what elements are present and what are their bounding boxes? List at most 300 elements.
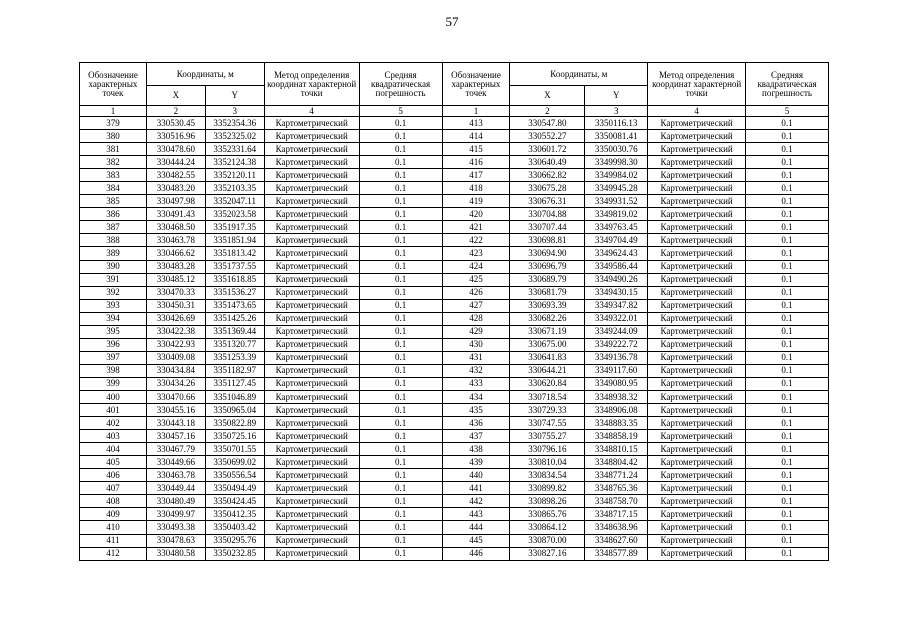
header-index: 2: [146, 106, 205, 117]
method-cell: Картометрический: [264, 273, 359, 286]
header-x: X: [146, 86, 205, 106]
y-coordinate-cell: 3349763.45: [585, 221, 648, 234]
header-index: 5: [359, 106, 442, 117]
point-id-cell: 379: [80, 117, 147, 130]
y-coordinate-cell: 3350699.02: [205, 456, 264, 469]
table-row: [442, 182, 828, 195]
point-id-cell: 409: [80, 508, 147, 521]
x-coordinate-cell: 330491.43: [146, 208, 205, 221]
x-coordinate-cell: 330468.50: [146, 221, 205, 234]
x-coordinate-cell: 330547.80: [510, 117, 585, 130]
y-coordinate-cell: 3348771.24: [585, 469, 648, 482]
point-id-cell: 414: [442, 130, 510, 143]
error-cell: 0.1: [746, 208, 829, 221]
table-row: [442, 325, 828, 338]
method-cell: Картометрический: [264, 456, 359, 469]
x-coordinate-cell: 330641.83: [510, 351, 585, 364]
table-row: [80, 469, 443, 482]
point-id-cell: 400: [80, 390, 147, 403]
method-cell: Картометрический: [648, 182, 746, 195]
x-coordinate-cell: 330898.26: [510, 495, 585, 508]
table-row: [442, 273, 828, 286]
point-id-cell: 438: [442, 443, 510, 456]
x-coordinate-cell: 330681.79: [510, 286, 585, 299]
method-cell: Картометрический: [648, 404, 746, 417]
point-id-cell: 417: [442, 169, 510, 182]
header-y: Y: [585, 86, 648, 106]
point-id-cell: 401: [80, 404, 147, 417]
y-coordinate-cell: 3349931.52: [585, 195, 648, 208]
point-id-cell: 411: [80, 534, 147, 547]
error-cell: 0.1: [359, 260, 442, 273]
x-coordinate-cell: 330865.76: [510, 508, 585, 521]
method-cell: Картометрический: [264, 234, 359, 247]
method-cell: Картометрический: [264, 338, 359, 351]
method-cell: Картометрический: [648, 247, 746, 260]
x-coordinate-cell: 330493.38: [146, 521, 205, 534]
error-cell: 0.1: [359, 208, 442, 221]
method-cell: Картометрический: [264, 377, 359, 390]
x-coordinate-cell: 330707.44: [510, 221, 585, 234]
point-id-cell: 436: [442, 417, 510, 430]
table-row: [80, 130, 443, 143]
x-coordinate-cell: 330696.79: [510, 260, 585, 273]
table-row: [442, 208, 828, 221]
method-cell: Картометрический: [648, 273, 746, 286]
point-id-cell: 405: [80, 456, 147, 469]
method-cell: Картометрический: [648, 169, 746, 182]
method-cell: Картометрический: [264, 208, 359, 221]
y-coordinate-cell: 3351473.65: [205, 299, 264, 312]
error-cell: 0.1: [359, 169, 442, 182]
error-cell: 0.1: [746, 325, 829, 338]
error-cell: 0.1: [746, 260, 829, 273]
method-cell: Картометрический: [264, 221, 359, 234]
method-cell: Картометрический: [264, 364, 359, 377]
table-row: [80, 508, 443, 521]
y-coordinate-cell: 3351536.27: [205, 286, 264, 299]
method-cell: Картометрический: [648, 417, 746, 430]
method-cell: Картометрический: [264, 286, 359, 299]
y-coordinate-cell: 3351127.45: [205, 377, 264, 390]
table-row: [80, 338, 443, 351]
y-coordinate-cell: 3349347.82: [585, 299, 648, 312]
y-coordinate-cell: 3351851.94: [205, 234, 264, 247]
point-id-cell: 395: [80, 325, 147, 338]
error-cell: 0.1: [359, 195, 442, 208]
x-coordinate-cell: 330601.72: [510, 143, 585, 156]
coordinates-table-right: [442, 62, 829, 561]
point-id-cell: 408: [80, 495, 147, 508]
error-cell: 0.1: [359, 312, 442, 325]
point-id-cell: 397: [80, 351, 147, 364]
table-row: [80, 547, 443, 560]
x-coordinate-cell: 330467.79: [146, 443, 205, 456]
point-id-cell: 435: [442, 404, 510, 417]
table-row: [80, 495, 443, 508]
x-coordinate-cell: 330870.00: [510, 534, 585, 547]
x-coordinate-cell: 330499.97: [146, 508, 205, 521]
method-cell: Картометрический: [648, 534, 746, 547]
x-coordinate-cell: 330455.16: [146, 404, 205, 417]
point-id-cell: 445: [442, 534, 510, 547]
error-cell: 0.1: [359, 143, 442, 156]
point-id-cell: 404: [80, 443, 147, 456]
point-id-cell: 399: [80, 377, 147, 390]
error-cell: 0.1: [359, 456, 442, 469]
point-id-cell: 441: [442, 482, 510, 495]
y-coordinate-cell: 3349984.02: [585, 169, 648, 182]
x-coordinate-cell: 330827.16: [510, 547, 585, 560]
error-cell: 0.1: [746, 351, 829, 364]
header-index: 1: [442, 106, 510, 117]
x-coordinate-cell: 330434.84: [146, 364, 205, 377]
x-coordinate-cell: 330449.44: [146, 482, 205, 495]
point-id-cell: 418: [442, 182, 510, 195]
error-cell: 0.1: [746, 338, 829, 351]
y-coordinate-cell: 3348765.36: [585, 482, 648, 495]
y-coordinate-cell: 3352023.58: [205, 208, 264, 221]
table-row: [442, 286, 828, 299]
point-id-cell: 431: [442, 351, 510, 364]
y-coordinate-cell: 3351182.97: [205, 364, 264, 377]
point-id-cell: 382: [80, 156, 147, 169]
method-cell: Картометрический: [648, 547, 746, 560]
y-coordinate-cell: 3349136.78: [585, 351, 648, 364]
table-row: [442, 521, 828, 534]
method-cell: Картометрический: [648, 195, 746, 208]
point-id-cell: 427: [442, 299, 510, 312]
error-cell: 0.1: [746, 521, 829, 534]
method-cell: Картометрический: [264, 495, 359, 508]
error-cell: 0.1: [746, 364, 829, 377]
table-row: [442, 221, 828, 234]
error-cell: 0.1: [359, 508, 442, 521]
table-row: [80, 221, 443, 234]
header-error: Средняя квадратическая погрешность: [359, 63, 442, 106]
method-cell: Картометрический: [648, 390, 746, 403]
point-id-cell: 425: [442, 273, 510, 286]
x-coordinate-cell: 330463.78: [146, 469, 205, 482]
method-cell: Картометрический: [648, 495, 746, 508]
y-coordinate-cell: 3350494.49: [205, 482, 264, 495]
point-id-cell: 394: [80, 312, 147, 325]
error-cell: 0.1: [746, 443, 829, 456]
error-cell: 0.1: [746, 299, 829, 312]
error-cell: 0.1: [359, 325, 442, 338]
x-coordinate-cell: 330640.49: [510, 156, 585, 169]
point-id-cell: 407: [80, 482, 147, 495]
x-coordinate-cell: 330463.78: [146, 234, 205, 247]
y-coordinate-cell: 3351425.26: [205, 312, 264, 325]
table-row: [442, 195, 828, 208]
method-cell: Картометрический: [648, 469, 746, 482]
table-row: [442, 482, 828, 495]
table-row: [80, 534, 443, 547]
error-cell: 0.1: [746, 182, 829, 195]
y-coordinate-cell: 3348804.42: [585, 456, 648, 469]
x-coordinate-cell: 330497.98: [146, 195, 205, 208]
y-coordinate-cell: 3351046.89: [205, 390, 264, 403]
x-coordinate-cell: 330466.62: [146, 247, 205, 260]
y-coordinate-cell: 3349490.26: [585, 273, 648, 286]
method-cell: Картометрический: [648, 156, 746, 169]
error-cell: 0.1: [746, 390, 829, 403]
method-cell: Картометрический: [648, 443, 746, 456]
point-id-cell: 380: [80, 130, 147, 143]
point-id-cell: 419: [442, 195, 510, 208]
x-coordinate-cell: 330434.26: [146, 377, 205, 390]
method-cell: Картометрический: [648, 482, 746, 495]
y-coordinate-cell: 3349222.72: [585, 338, 648, 351]
point-id-cell: 410: [80, 521, 147, 534]
point-id-cell: 432: [442, 364, 510, 377]
method-cell: Картометрический: [648, 338, 746, 351]
point-id-cell: 385: [80, 195, 147, 208]
method-cell: Картометрический: [648, 521, 746, 534]
error-cell: 0.1: [746, 312, 829, 325]
error-cell: 0.1: [359, 182, 442, 195]
x-coordinate-cell: 330644.21: [510, 364, 585, 377]
point-id-cell: 389: [80, 247, 147, 260]
y-coordinate-cell: 3349819.02: [585, 208, 648, 221]
error-cell: 0.1: [746, 430, 829, 443]
header-point-id: Обозначение характерных точек: [80, 63, 147, 106]
x-coordinate-cell: 330718.54: [510, 390, 585, 403]
y-coordinate-cell: 3351813.42: [205, 247, 264, 260]
y-coordinate-cell: 3350030.76: [585, 143, 648, 156]
table-row: [80, 417, 443, 430]
table-row: [442, 234, 828, 247]
y-coordinate-cell: 3349586.44: [585, 260, 648, 273]
method-cell: Картометрический: [648, 221, 746, 234]
table-row: [442, 130, 828, 143]
x-coordinate-cell: 330671.19: [510, 325, 585, 338]
error-cell: 0.1: [746, 417, 829, 430]
y-coordinate-cell: 3350424.45: [205, 495, 264, 508]
table-row: [442, 364, 828, 377]
header-method: Метод определения координат характерной точки: [648, 63, 746, 106]
x-coordinate-cell: 330693.39: [510, 299, 585, 312]
method-cell: Картометрический: [648, 117, 746, 130]
table-row: [80, 299, 443, 312]
error-cell: 0.1: [746, 377, 829, 390]
error-cell: 0.1: [359, 156, 442, 169]
x-coordinate-cell: 330864.12: [510, 521, 585, 534]
method-cell: Картометрический: [264, 417, 359, 430]
method-cell: Картометрический: [264, 325, 359, 338]
point-id-cell: 393: [80, 299, 147, 312]
error-cell: 0.1: [746, 534, 829, 547]
header-error: Средняя квадратическая погрешность: [746, 63, 829, 106]
header-index: 3: [585, 106, 648, 117]
y-coordinate-cell: 3350701.55: [205, 443, 264, 456]
x-coordinate-cell: 330552.27: [510, 130, 585, 143]
method-cell: Картометрический: [648, 508, 746, 521]
table-row: [80, 234, 443, 247]
table-row: [80, 456, 443, 469]
method-cell: Картометрический: [264, 156, 359, 169]
point-id-cell: 403: [80, 430, 147, 443]
point-id-cell: 396: [80, 338, 147, 351]
error-cell: 0.1: [359, 130, 442, 143]
table-row: [442, 508, 828, 521]
x-coordinate-cell: 330457.16: [146, 430, 205, 443]
x-coordinate-cell: 330409.08: [146, 351, 205, 364]
method-cell: Картометрический: [264, 404, 359, 417]
point-id-cell: 387: [80, 221, 147, 234]
x-coordinate-cell: 330755.27: [510, 430, 585, 443]
y-coordinate-cell: 3351320.77: [205, 338, 264, 351]
method-cell: Картометрический: [264, 508, 359, 521]
y-coordinate-cell: 3349624.43: [585, 247, 648, 260]
method-cell: Картометрический: [648, 312, 746, 325]
y-coordinate-cell: 3349117.60: [585, 364, 648, 377]
error-cell: 0.1: [359, 443, 442, 456]
table-row: [442, 117, 828, 130]
error-cell: 0.1: [359, 404, 442, 417]
y-coordinate-cell: 3352124.38: [205, 156, 264, 169]
point-id-cell: 384: [80, 182, 147, 195]
table-row: [80, 390, 443, 403]
point-id-cell: 430: [442, 338, 510, 351]
table-row: [80, 521, 443, 534]
table-row: [442, 377, 828, 390]
x-coordinate-cell: 330675.28: [510, 182, 585, 195]
point-id-cell: 422: [442, 234, 510, 247]
x-coordinate-cell: 330422.93: [146, 338, 205, 351]
y-coordinate-cell: 3349244.09: [585, 325, 648, 338]
method-cell: Картометрический: [264, 430, 359, 443]
y-coordinate-cell: 3348627.60: [585, 534, 648, 547]
method-cell: Картометрический: [264, 260, 359, 273]
header-point-id: Обозначение характерных точек: [442, 63, 510, 106]
y-coordinate-cell: 3352354.36: [205, 117, 264, 130]
table-row: [442, 404, 828, 417]
error-cell: 0.1: [746, 221, 829, 234]
x-coordinate-cell: 330747.55: [510, 417, 585, 430]
x-coordinate-cell: 330662.82: [510, 169, 585, 182]
method-cell: Картометрический: [264, 351, 359, 364]
point-id-cell: 412: [80, 547, 147, 560]
x-coordinate-cell: 330449.66: [146, 456, 205, 469]
coordinates-tables: [79, 62, 829, 561]
point-id-cell: 386: [80, 208, 147, 221]
point-id-cell: 433: [442, 377, 510, 390]
y-coordinate-cell: 3351369.44: [205, 325, 264, 338]
table-row: [442, 443, 828, 456]
method-cell: Картометрический: [648, 234, 746, 247]
y-coordinate-cell: 3349998.30: [585, 156, 648, 169]
method-cell: Картометрический: [648, 377, 746, 390]
error-cell: 0.1: [359, 469, 442, 482]
y-coordinate-cell: 3348717.15: [585, 508, 648, 521]
table-row: [80, 195, 443, 208]
y-coordinate-cell: 3350822.89: [205, 417, 264, 430]
method-cell: Картометрический: [648, 286, 746, 299]
table-row: [80, 286, 443, 299]
x-coordinate-cell: 330480.58: [146, 547, 205, 560]
method-cell: Картометрический: [264, 521, 359, 534]
header-method: Метод определения координат характерной точки: [264, 63, 359, 106]
method-cell: Картометрический: [264, 312, 359, 325]
point-id-cell: 424: [442, 260, 510, 273]
method-cell: Картометрический: [648, 208, 746, 221]
y-coordinate-cell: 3350965.04: [205, 404, 264, 417]
error-cell: 0.1: [359, 534, 442, 547]
method-cell: Картометрический: [648, 325, 746, 338]
table-row: [442, 169, 828, 182]
table-row: [80, 247, 443, 260]
y-coordinate-cell: 3351618.85: [205, 273, 264, 286]
x-coordinate-cell: 330478.60: [146, 143, 205, 156]
x-coordinate-cell: 330530.45: [146, 117, 205, 130]
point-id-cell: 381: [80, 143, 147, 156]
x-coordinate-cell: 330470.66: [146, 390, 205, 403]
error-cell: 0.1: [746, 286, 829, 299]
point-id-cell: 392: [80, 286, 147, 299]
method-cell: Картометрический: [648, 299, 746, 312]
method-cell: Картометрический: [264, 130, 359, 143]
table-row: [80, 156, 443, 169]
x-coordinate-cell: 330516.96: [146, 130, 205, 143]
x-coordinate-cell: 330470.33: [146, 286, 205, 299]
y-coordinate-cell: 3349704.49: [585, 234, 648, 247]
point-id-cell: 388: [80, 234, 147, 247]
method-cell: Картометрический: [648, 364, 746, 377]
x-coordinate-cell: 330834.54: [510, 469, 585, 482]
error-cell: 0.1: [359, 495, 442, 508]
y-coordinate-cell: 3352331.64: [205, 143, 264, 156]
point-id-cell: 421: [442, 221, 510, 234]
header-index: 1: [80, 106, 147, 117]
y-coordinate-cell: 3352120.11: [205, 169, 264, 182]
coordinates-table-left: [79, 62, 443, 561]
x-coordinate-cell: 330676.31: [510, 195, 585, 208]
x-coordinate-cell: 330444.24: [146, 156, 205, 169]
y-coordinate-cell: 3350116.13: [585, 117, 648, 130]
method-cell: Картометрический: [264, 247, 359, 260]
error-cell: 0.1: [746, 469, 829, 482]
x-coordinate-cell: 330810.04: [510, 456, 585, 469]
point-id-cell: 390: [80, 260, 147, 273]
x-coordinate-cell: 330704.88: [510, 208, 585, 221]
table-row: [442, 156, 828, 169]
table-row: [442, 547, 828, 560]
table-row: [80, 443, 443, 456]
x-coordinate-cell: 330682.26: [510, 312, 585, 325]
error-cell: 0.1: [359, 221, 442, 234]
table-row: [442, 495, 828, 508]
error-cell: 0.1: [746, 495, 829, 508]
x-coordinate-cell: 330450.31: [146, 299, 205, 312]
y-coordinate-cell: 3351253.39: [205, 351, 264, 364]
method-cell: Картометрический: [264, 117, 359, 130]
error-cell: 0.1: [359, 417, 442, 430]
error-cell: 0.1: [746, 156, 829, 169]
table-row: [442, 534, 828, 547]
error-cell: 0.1: [359, 547, 442, 560]
table-row: [80, 143, 443, 156]
y-coordinate-cell: 3350403.42: [205, 521, 264, 534]
method-cell: Картометрический: [648, 351, 746, 364]
y-coordinate-cell: 3350412.35: [205, 508, 264, 521]
header-index: 4: [264, 106, 359, 117]
header-y: Y: [205, 86, 264, 106]
method-cell: Картометрический: [264, 547, 359, 560]
error-cell: 0.1: [359, 338, 442, 351]
error-cell: 0.1: [746, 482, 829, 495]
